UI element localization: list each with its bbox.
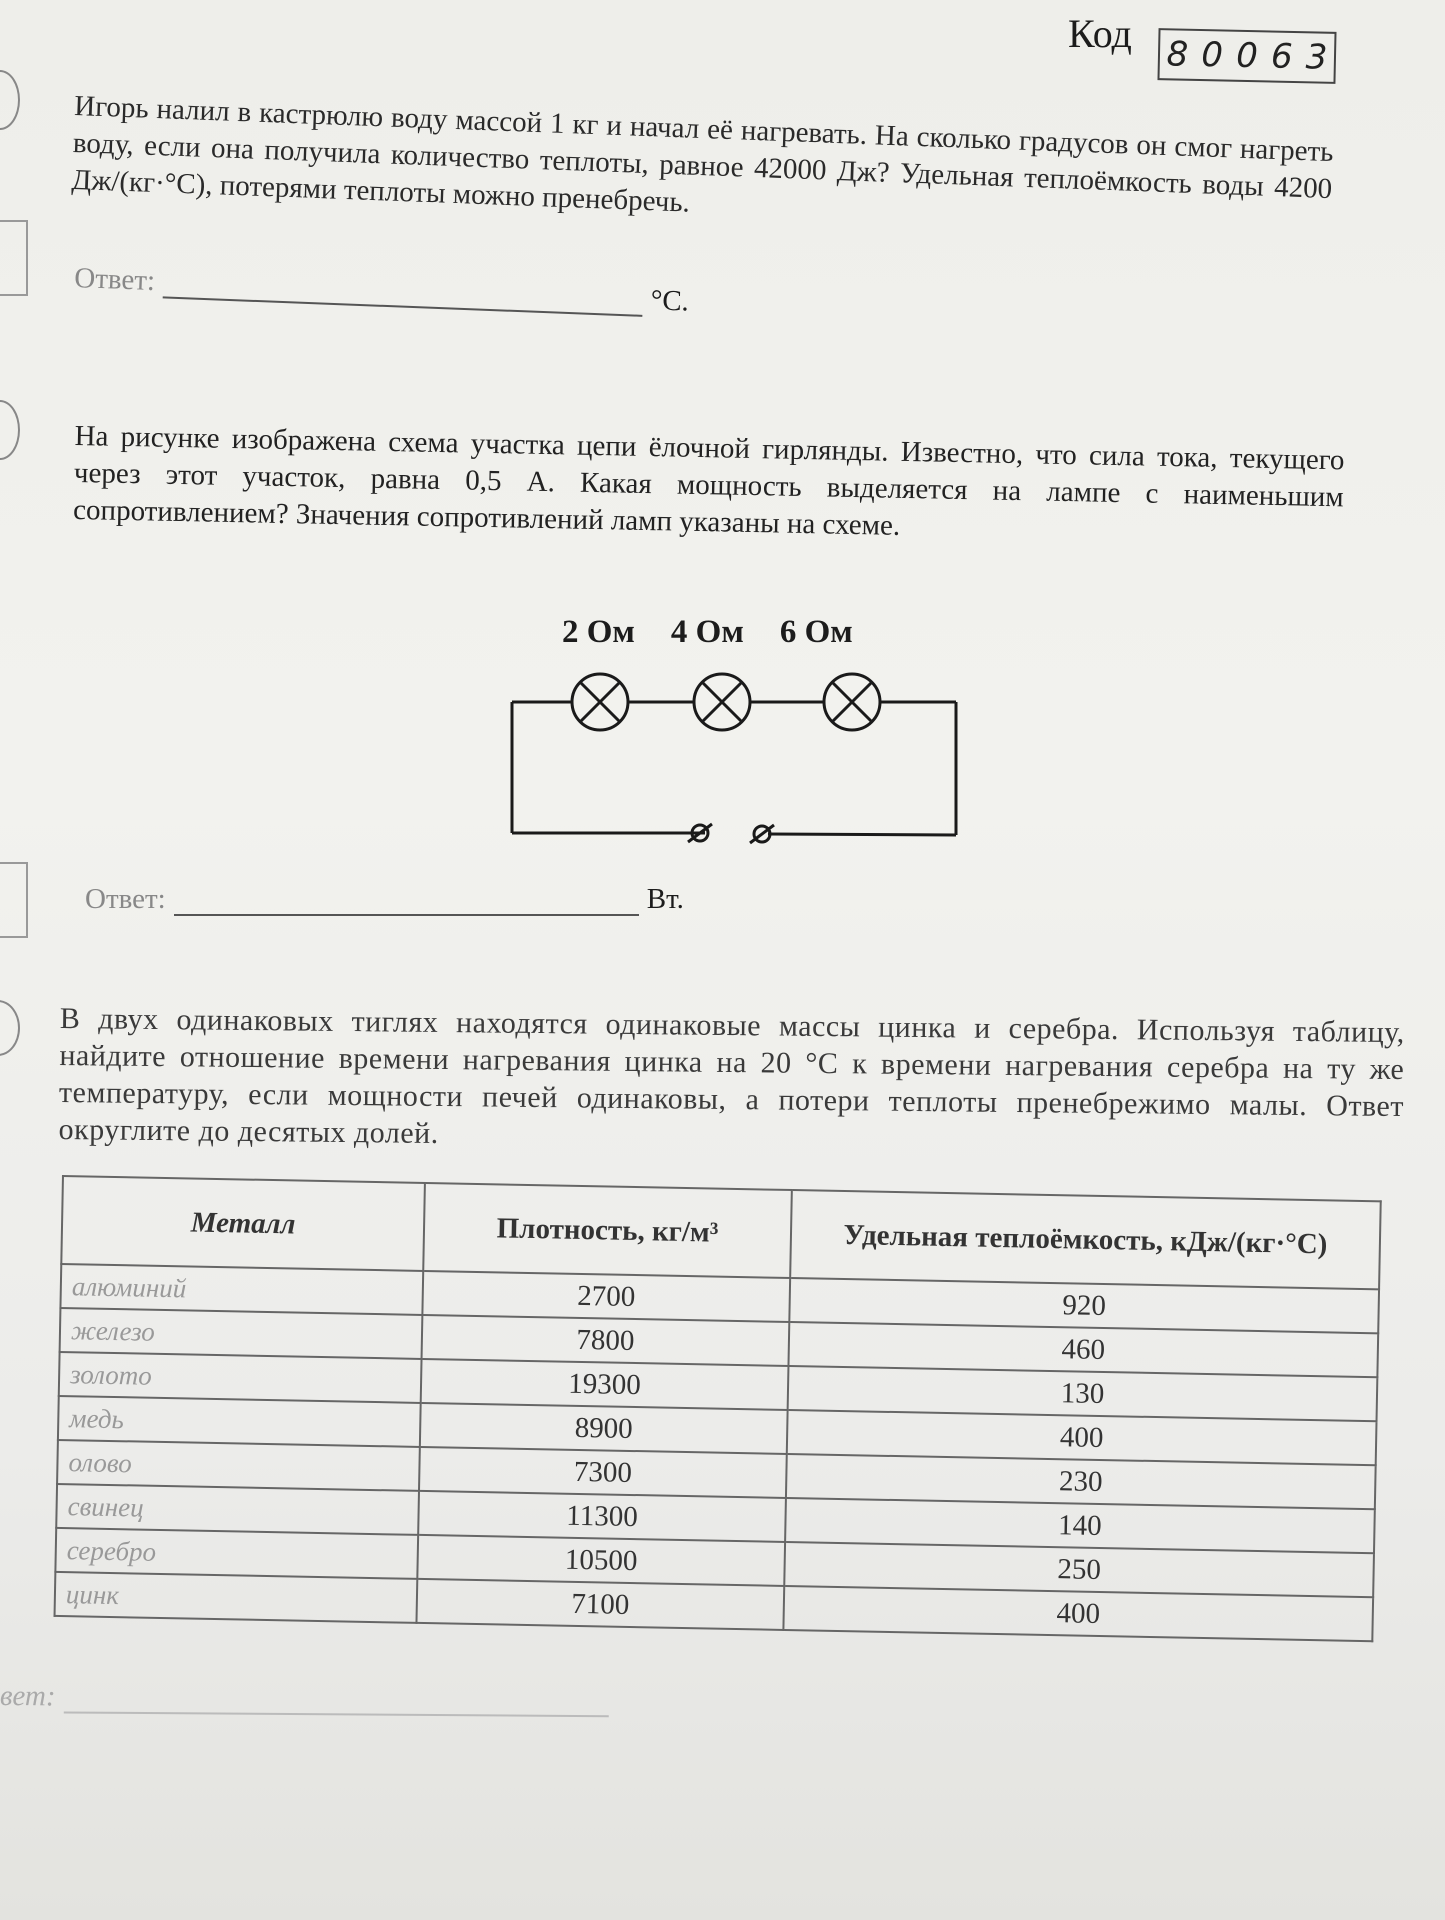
heat-capacity-value: 250 bbox=[784, 1542, 1374, 1597]
metal-name: серебро bbox=[55, 1528, 418, 1579]
answer-input-line[interactable] bbox=[174, 884, 639, 916]
header-metal: Металл bbox=[61, 1176, 425, 1271]
code-label: Код bbox=[1068, 11, 1132, 56]
lamp-icon bbox=[694, 674, 750, 730]
answer-label: вет: bbox=[0, 1680, 56, 1713]
lamp-label-1: 2 Ом bbox=[562, 614, 635, 650]
metal-name: медь bbox=[58, 1396, 421, 1447]
task-2-answer bbox=[85, 883, 684, 916]
header-heat-capacity: Удельная теплоёмкость, кДж/(кг·°С) bbox=[790, 1190, 1381, 1289]
heat-capacity-value: 140 bbox=[785, 1498, 1375, 1553]
task-1-answer bbox=[74, 262, 690, 319]
code-digit: 8 bbox=[1166, 34, 1189, 75]
metals-table bbox=[54, 1175, 1382, 1642]
header-density: Плотность, кг/м³ bbox=[423, 1183, 792, 1278]
metal-name: железо bbox=[60, 1308, 423, 1359]
lamp-icon bbox=[572, 674, 628, 730]
heat-capacity-value: 230 bbox=[786, 1454, 1376, 1509]
task-3-answer bbox=[0, 1680, 617, 1717]
heat-capacity-value: 400 bbox=[787, 1410, 1377, 1465]
heat-capacity-value: 400 bbox=[783, 1586, 1373, 1641]
task-number-circle bbox=[0, 70, 20, 130]
code-digit: 3 bbox=[1305, 37, 1328, 78]
answer-box bbox=[0, 220, 28, 296]
task-number-circle bbox=[0, 1000, 20, 1056]
density-value: 10500 bbox=[417, 1535, 785, 1586]
metal-name: золото bbox=[59, 1352, 422, 1403]
lamp-label-3: 6 Ом bbox=[779, 614, 853, 650]
task-3-text: В двух одинаковых тиглях находятся одинаковые массы цинка и серебра. Используя таблицу, найдите отношение времени нагревания цинка на 20 °С к времени нагревания серебра на ту же температуру, если мощности печей одинаковы, а потери теплоты пренебрежимо малы. Ответ округлите до десятых долей. bbox=[58, 1001, 1405, 1150]
task-number-circle bbox=[0, 400, 20, 460]
code-digit: 0 bbox=[1235, 35, 1259, 77]
heat-capacity-value: 460 bbox=[788, 1322, 1378, 1377]
answer-label: Ответ: bbox=[85, 883, 166, 915]
lamp-resistance-labels bbox=[562, 614, 853, 651]
lamp-icon bbox=[824, 674, 880, 730]
answer-label: Ответ: bbox=[73, 262, 156, 298]
wire bbox=[768, 834, 956, 835]
lamp-label-2: 4 Ом bbox=[670, 614, 744, 650]
task-1-text: Игорь налил в кастрюлю воду массой 1 кг и начал её нагревать. На сколько градусов он смог нагреть воду, если она получила количество теплоты, равное 42000 Дж? Удельная теплоёмкость воды 4200 Дж/(кг·°С), потерями теплоты можно пренебречь. bbox=[71, 89, 1335, 219]
metal-name: олово bbox=[57, 1440, 420, 1491]
code-digit: 0 bbox=[1200, 35, 1224, 76]
answer-input-line[interactable] bbox=[63, 1683, 608, 1717]
density-value: 19300 bbox=[421, 1359, 789, 1410]
heat-capacity-value: 920 bbox=[789, 1278, 1379, 1333]
answer-box bbox=[0, 862, 28, 938]
density-value: 11300 bbox=[418, 1491, 786, 1542]
heat-capacity-value: 130 bbox=[788, 1366, 1378, 1421]
task-2-text: На рисунке изображена схема участка цепи ёлочной гирлянды. Известно, что сила тока, текущего через этот участок, равна 0,5 А. Какая мощность выделяется на лампе с наименьшим сопротивлением? Значения сопротивлений ламп указаны на схеме. bbox=[72, 419, 1345, 542]
answer-unit: °С. bbox=[650, 284, 690, 318]
density-value: 7300 bbox=[419, 1447, 787, 1498]
code-box bbox=[1157, 28, 1336, 84]
circuit-diagram bbox=[500, 660, 980, 850]
density-value: 7100 bbox=[416, 1579, 784, 1630]
metal-name: свинец bbox=[56, 1484, 419, 1535]
code-digit: 6 bbox=[1270, 36, 1294, 77]
density-value: 7800 bbox=[422, 1315, 790, 1366]
density-value: 2700 bbox=[422, 1271, 790, 1322]
metal-name: алюминий bbox=[60, 1264, 423, 1315]
answer-input-line[interactable] bbox=[162, 266, 643, 316]
metal-name: цинк bbox=[55, 1572, 418, 1623]
density-value: 8900 bbox=[420, 1403, 788, 1454]
answer-unit: Вт. bbox=[646, 883, 684, 915]
